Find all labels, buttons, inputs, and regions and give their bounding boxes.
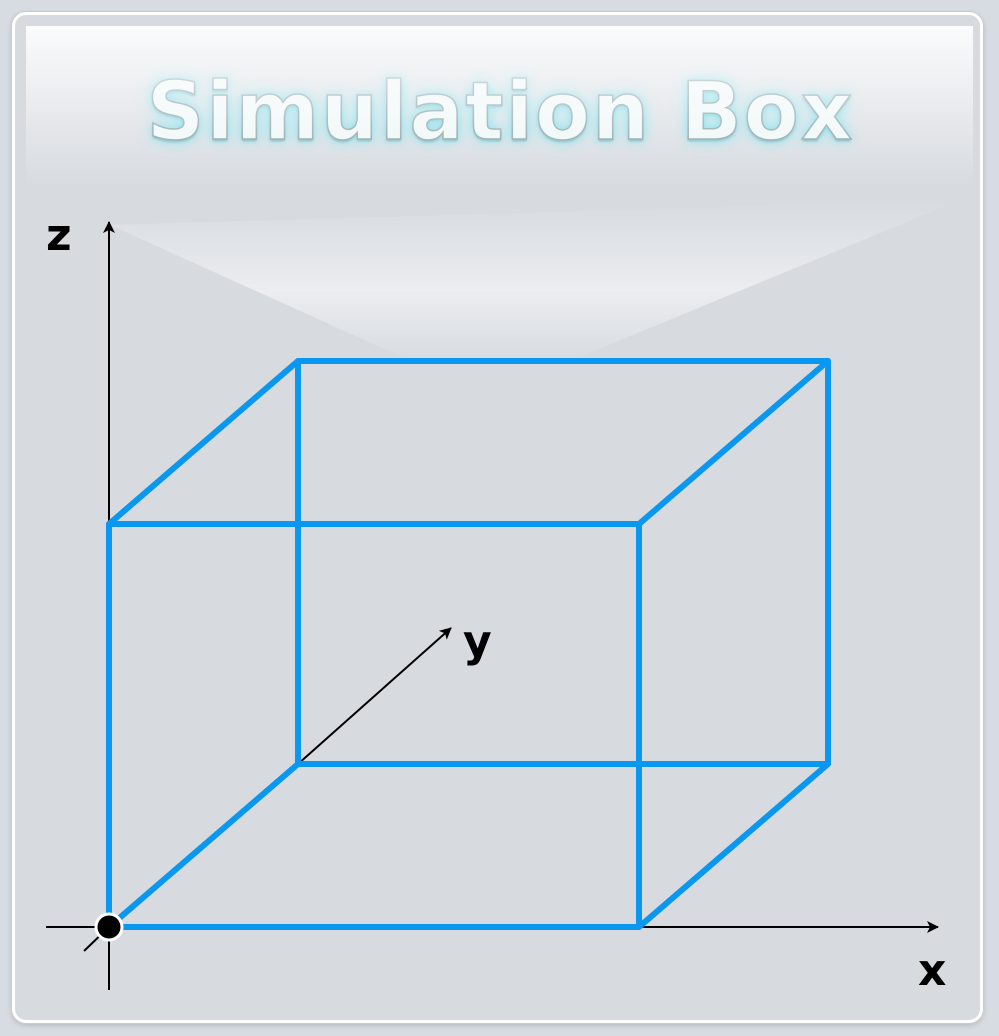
x-axis-label: x [918,945,947,996]
z-axis-label: z [46,210,72,261]
box-back-face [298,361,828,764]
y-axis-line [298,628,451,764]
header-highlight [26,26,973,186]
origin-point [96,914,122,940]
box-edge-bottom-left [109,764,298,927]
box-edge-bottom-right [639,764,828,927]
box-front-face [109,524,639,927]
box-edge-top-right [639,361,828,524]
y-axis-label: y [463,616,492,667]
light-beam [110,200,960,365]
box-edge-top-left [109,361,298,524]
